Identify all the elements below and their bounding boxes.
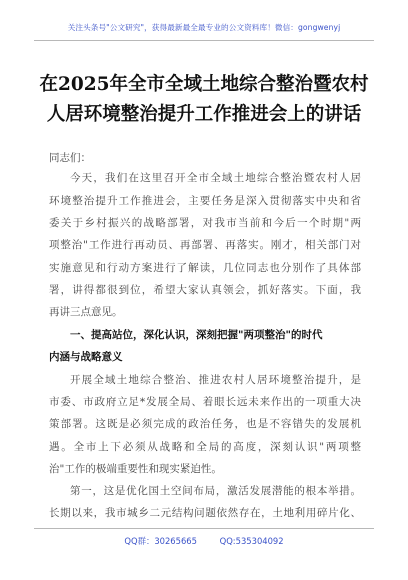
section-heading: 一、提高站位，深化认识，深刻把握"两项整治"的时代 <box>70 329 323 341</box>
paragraph-line: 署，讲得都很到位，希望大家认真领会，抓好落实。下面，我 <box>49 284 361 296</box>
paragraph-line: 治"工作的极端重要性和现实紧迫性。 <box>49 463 222 475</box>
paragraph-line: 市委、市政府立足*发展全局、着眼长远未来作出的一项重大决 <box>49 396 361 408</box>
paragraph-line: 第一，这是优化国土空间布局，激活发展潜能的根本举措。 <box>70 485 361 497</box>
title-line-1: 在2025年全市全域土地综合整治暨农村 <box>39 74 369 95</box>
paragraph-line: 再讲三点意见。 <box>49 306 123 318</box>
section-heading: 内涵与战略意义 <box>49 351 123 363</box>
footer-divider <box>34 528 374 529</box>
paragraph-line: 环境整治提升工作推进会，主要任务是深入贯彻落实中央和省 <box>49 195 361 207</box>
paragraph-line: 委关于乡村振兴的战略部署，对我市当前和今后一个时期"两 <box>49 217 361 229</box>
paragraph-line: 开展全域土地综合整治、推进农村人居环境整治提升，是 <box>70 374 361 386</box>
paragraph-line: 实施意见和行动方案进行了解读，几位同志也分别作了具体部 <box>49 262 361 274</box>
salutation: 同志们： <box>49 152 91 164</box>
footer-qq-group: QQ群：30265665 <box>124 536 197 546</box>
paragraph-line: 策部署。这既是必须完成的政治任务，也是不容错失的发展机 <box>49 418 361 430</box>
header-note: 关注头条号"公文研究"，获得最新最全最专业的公文资料库！微信：gongwenyj <box>67 23 341 32</box>
title-line-2: 人居环境整治提升工作推进会上的讲话 <box>46 104 362 125</box>
paragraph-line: 今天，我们在这里召开全市全域土地综合整治暨农村人居 <box>70 172 361 184</box>
paragraph-line: 项整治"工作进行再动员、再部署、再落实。刚才，相关部门对 <box>49 239 361 251</box>
footer-qq-number: QQ:535304092 <box>219 536 284 546</box>
footer-contact <box>0 535 408 547</box>
document-title <box>0 70 408 130</box>
header-divider <box>34 40 374 41</box>
paragraph-line: 遇。全市上下必须从战略和全局的高度，深刻认识"两项整 <box>49 441 361 453</box>
paragraph-line: 长期以来，我市城乡二元结构问题依然存在，土地利用碎片化、 <box>49 507 361 519</box>
